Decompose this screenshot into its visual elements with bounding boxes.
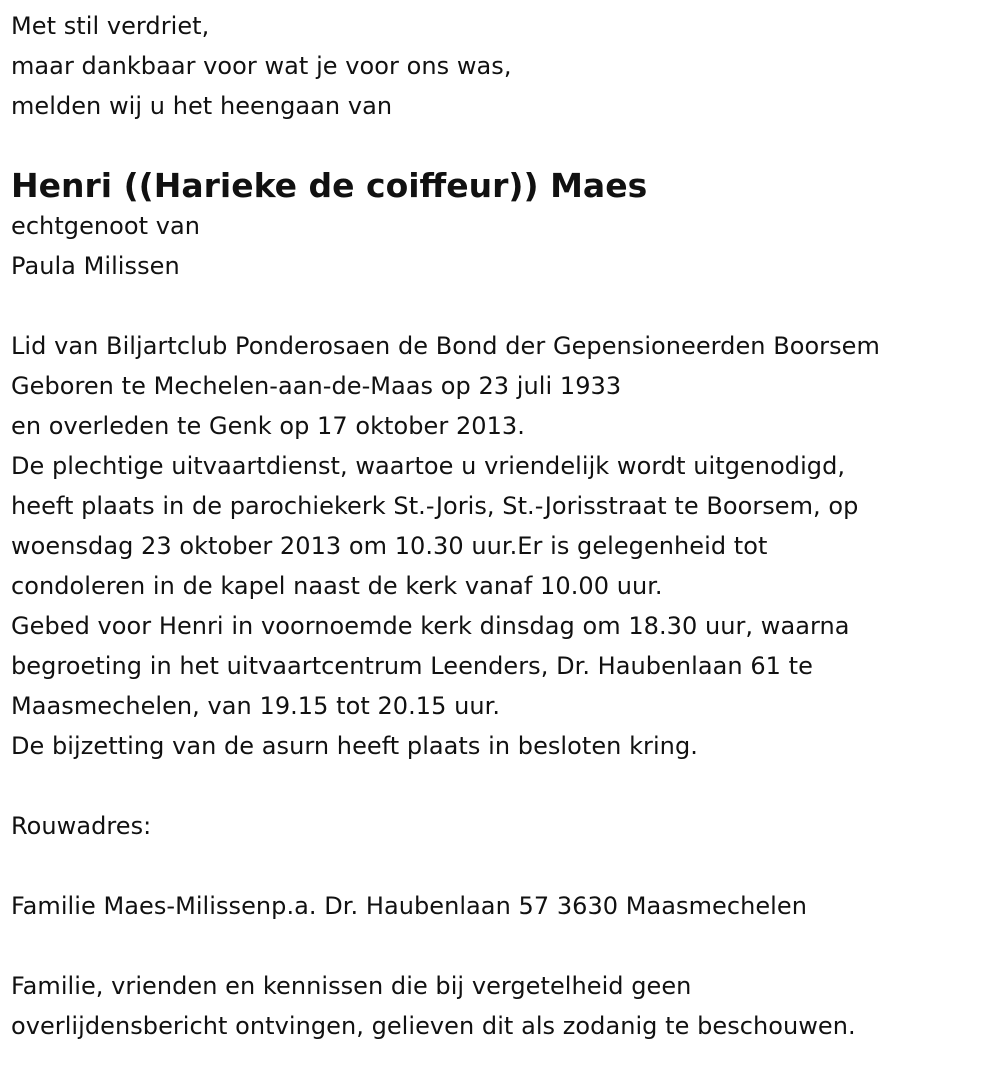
detail-line: heeft plaats in de parochiekerk St.-Joris, St.-Jorisstraat te Boorsem, op xyxy=(11,492,859,520)
address-label: Rouwadres: xyxy=(11,812,152,840)
details-section xyxy=(11,326,991,766)
detail-line: woensdag 23 oktober 2013 om 10.30 uur.Er is gelegenheid tot xyxy=(11,532,768,560)
intro-line: Met stil verdriet, xyxy=(11,12,210,40)
spouse-line: Paula Milissen xyxy=(11,252,180,280)
spouse-info xyxy=(11,206,991,286)
spouse-line: echtgenoot van xyxy=(11,212,201,240)
detail-line: Maasmechelen, van 19.15 tot 20.15 uur. xyxy=(11,692,501,720)
deceased-name: Henri ((Harieke de coiffeur)) Maes xyxy=(11,166,648,205)
detail-line: Geboren te Mechelen-aan-de-Maas op 23 juli 1933 xyxy=(11,372,622,400)
detail-line: De bijzetting van de asurn heeft plaats in besloten kring. xyxy=(11,732,698,760)
detail-line: Gebed voor Henri in voornoemde kerk dinsdag om 18.30 uur, waarna xyxy=(11,612,850,640)
closing-line: Familie, vrienden en kennissen die bij vergetelheid geen xyxy=(11,972,692,1000)
detail-line: condoleren in de kapel naast de kerk vanaf 10.00 uur. xyxy=(11,572,663,600)
detail-line: De plechtige uitvaartdienst, waartoe u vriendelijk wordt uitgenodigd, xyxy=(11,452,846,480)
closing-line: overlijdensbericht ontvingen, gelieven dit als zodanig te beschouwen. xyxy=(11,1012,856,1040)
closing-note xyxy=(11,966,991,1046)
intro-line: maar dankbaar voor wat je voor ons was, xyxy=(11,52,512,80)
intro-line: melden wij u het heengaan van xyxy=(11,92,393,120)
detail-line: begroeting in het uitvaartcentrum Leenders, Dr. Haubenlaan 61 te xyxy=(11,652,813,680)
obituary-notice xyxy=(11,6,991,1046)
intro-text xyxy=(11,6,991,126)
detail-line: Lid van Biljartclub Ponderosaen de Bond der Gepensioneerden Boorsem xyxy=(11,332,880,360)
mourning-address: Familie Maes-Milissenp.a. Dr. Haubenlaan 57 3630 Maasmechelen xyxy=(11,892,807,920)
detail-line: en overleden te Genk op 17 oktober 2013. xyxy=(11,412,525,440)
